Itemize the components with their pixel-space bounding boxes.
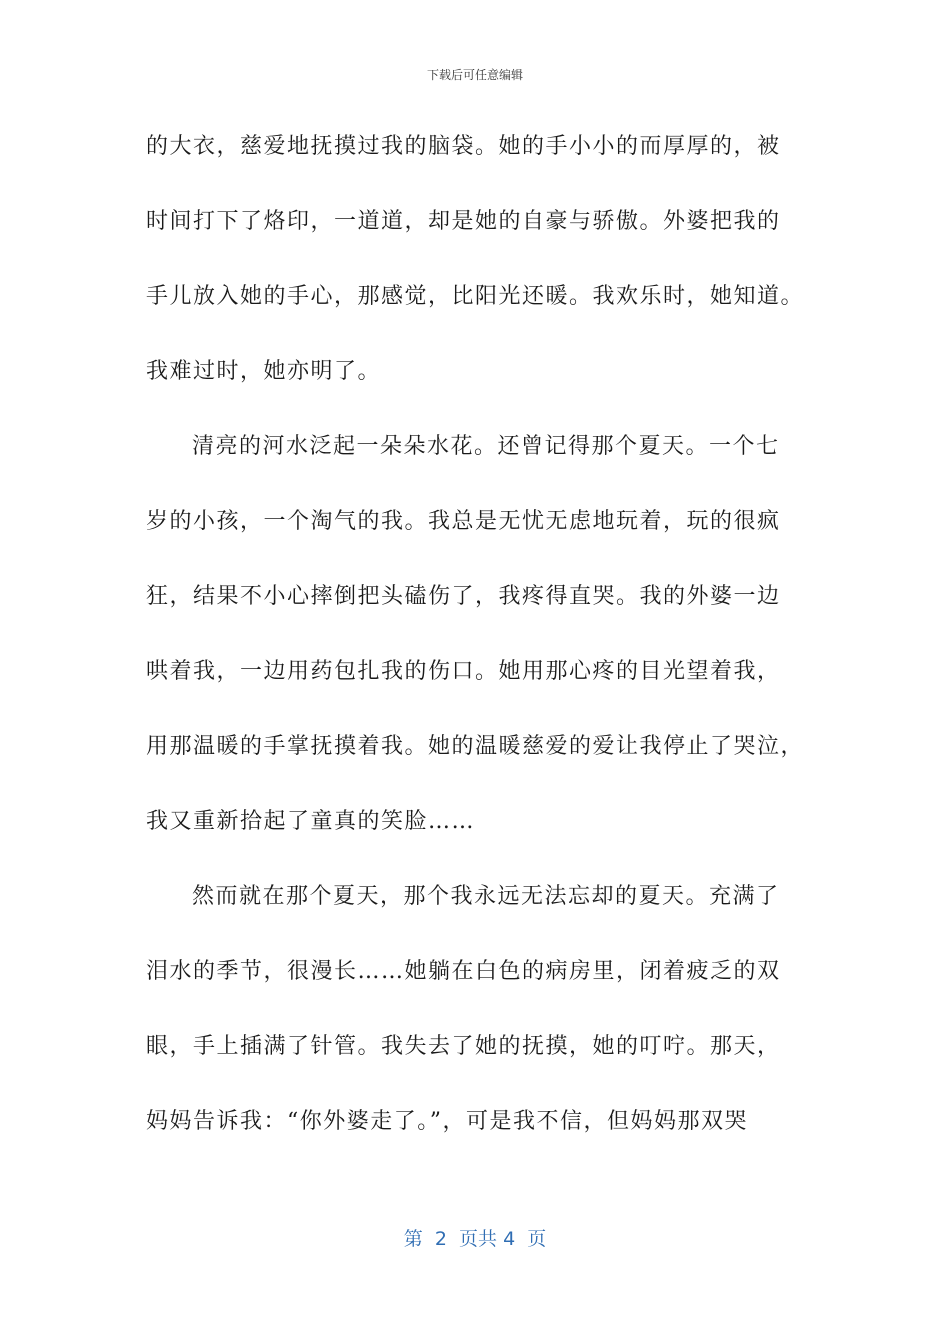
current-page-number: 2 xyxy=(434,1228,447,1250)
text-line: 狂，结果不小心摔倒把头磕伤了，我疼得直哭。我的外婆一边 xyxy=(146,584,781,609)
page-footer xyxy=(0,1224,950,1251)
document-body xyxy=(146,122,806,1172)
footer-prefix: 第 xyxy=(403,1228,423,1250)
text-line: 眼，手上插满了针管。我失去了她的抚摸，她的叮咛。那天， xyxy=(146,1034,781,1059)
text-line: 岁的小孩，一个淘气的我。我总是无忧无虑地玩着，玩的很疯 xyxy=(146,509,781,534)
text-line: 哄着我，一边用药包扎我的伤口。她用那心疼的目光望着我， xyxy=(146,659,781,684)
page-header: 下载后可任意编辑 xyxy=(426,68,523,82)
text-line: 的大衣，慈爱地抚摸过我的脑袋。她的手小小的而厚厚的，被 xyxy=(146,134,781,159)
paragraph-start-line: 清亮的河水泛起一朵朵水花。还曾记得那个夏天。一个七 xyxy=(192,434,780,459)
total-page-count: 4 xyxy=(503,1228,516,1250)
text-line: 我难过时，她亦明了。 xyxy=(146,359,382,384)
text-line: 我又重新拾起了童真的笑脸…… xyxy=(146,809,476,834)
text-line: 妈妈告诉我：“你外婆走了。”，可是我不信，但妈妈那双哭 xyxy=(146,1109,748,1134)
text-line: 用那温暖的手掌抚摸着我。她的温暖慈爱的爱让我停止了哭泣， xyxy=(146,734,805,759)
text-line: 泪水的季节，很漫长……她躺在白色的病房里，闭着疲乏的双 xyxy=(146,959,781,984)
text-line: 手儿放入她的手心，那感觉，比阳光还暖。我欢乐时，她知道。 xyxy=(146,284,805,309)
paragraph-start-line: 然而就在那个夏天，那个我永远无法忘却的夏天。充满了 xyxy=(192,884,780,909)
text-line: 时间打下了烙印，一道道，却是她的自豪与骄傲。外婆把我的 xyxy=(146,209,781,234)
footer-middle: 页共 xyxy=(459,1228,498,1250)
footer-suffix: 页 xyxy=(527,1228,547,1250)
